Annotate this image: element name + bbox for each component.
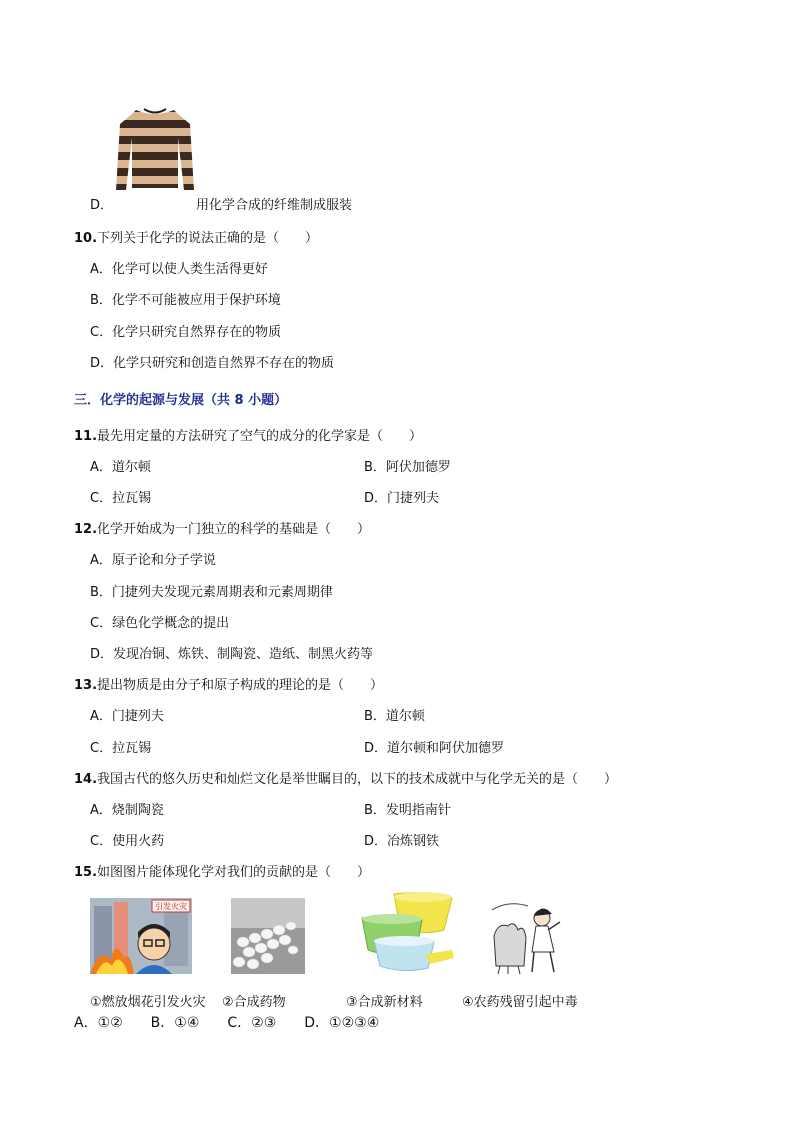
q11-option-b: B．阿伏加德罗 xyxy=(364,460,451,475)
q13-option-b: B．道尔顿 xyxy=(364,709,425,724)
question-number: 13. xyxy=(74,678,98,693)
q12-option-a: A．原子论和分子学说 xyxy=(90,553,216,568)
q9-option-d-letter: D． xyxy=(90,198,114,213)
caption-2: ②合成药物 xyxy=(222,995,286,1010)
question-number: 11. xyxy=(74,429,98,444)
q14-option-a: A．烧制陶瓷 xyxy=(90,803,164,818)
question-stem: 提出物质是由分子和原子构成的理论的是（ ） xyxy=(97,678,384,693)
pills-image xyxy=(231,898,305,974)
q11-option-c: C．拉瓦锡 xyxy=(90,491,152,506)
q9-option-d xyxy=(90,194,113,213)
q12-option-b: B．门捷列夫发现元素周期表和元素周期律 xyxy=(90,585,333,600)
fire-sign-text: 引发火灾 xyxy=(155,902,187,911)
question-stem: 化学开始成为一门独立的科学的基础是（ ） xyxy=(97,522,371,537)
question-13 xyxy=(74,674,383,693)
question-number: 14. xyxy=(74,772,98,787)
q14-option-b: B．发明指南针 xyxy=(364,803,451,818)
q13-option-a: A．门捷列夫 xyxy=(90,709,164,724)
q11-option-a: A．道尔顿 xyxy=(90,460,151,475)
q10-option-a: A．化学可以使人类生活得更好 xyxy=(90,262,268,277)
sweater-image xyxy=(114,104,196,198)
q12-option-c: C．绿色化学概念的提出 xyxy=(90,616,230,631)
q15-answer-options: A．①② B．①④ C．②③ D．①②③④ xyxy=(74,1015,380,1031)
question-number: 15. xyxy=(74,865,98,880)
question-stem: 下列关于化学的说法正确的是（ ） xyxy=(97,231,319,246)
q13-option-d: D．道尔顿和阿伏加德罗 xyxy=(364,741,505,756)
question-11 xyxy=(74,425,422,444)
question-10 xyxy=(74,227,318,246)
question-stem: 如图图片能体现化学对我们的贡献的是（ ） xyxy=(97,865,371,880)
q10-option-b: B．化学不可能被应用于保护环境 xyxy=(90,293,281,308)
q10-option-d: D．化学只研究和创造自然界不存在的物质 xyxy=(90,356,335,371)
question-number: 10. xyxy=(74,231,98,246)
q9-option-d-text: 用化学合成的纤维制成服装 xyxy=(196,198,353,213)
question-number: 12. xyxy=(74,522,98,537)
caption-1: ①燃放烟花引发火灾 xyxy=(90,995,206,1010)
fire-cartoon-image xyxy=(90,898,192,974)
plastic-bowls-image xyxy=(360,888,458,974)
pesticide-cartoon-image xyxy=(488,896,564,976)
section-title: 三．化学的起源与发展（共 8 小题） xyxy=(74,393,288,408)
question-stem: 最先用定量的方法研究了空气的成分的化学家是（ ） xyxy=(97,429,423,444)
question-12 xyxy=(74,518,370,537)
question-14 xyxy=(74,768,617,787)
q12-option-d: D．发现冶铜、炼铁、制陶瓷、造纸、制黑火药等 xyxy=(90,647,374,662)
question-stem: 我国古代的悠久历史和灿烂文化是举世瞩目的，以下的技术成就中与化学无关的是（ ） xyxy=(97,772,618,787)
caption-4: ④农药残留引起中毒 xyxy=(462,995,578,1010)
q14-option-d: D．冶炼钢铁 xyxy=(364,834,440,849)
question-15 xyxy=(74,861,370,880)
q13-option-c: C．拉瓦锡 xyxy=(90,741,152,756)
q11-option-d: D．门捷列夫 xyxy=(364,491,440,506)
q14-option-c: C．使用火药 xyxy=(90,834,165,849)
q10-option-c: C．化学只研究自然界存在的物质 xyxy=(90,325,282,340)
caption-3: ③合成新材料 xyxy=(346,995,423,1010)
